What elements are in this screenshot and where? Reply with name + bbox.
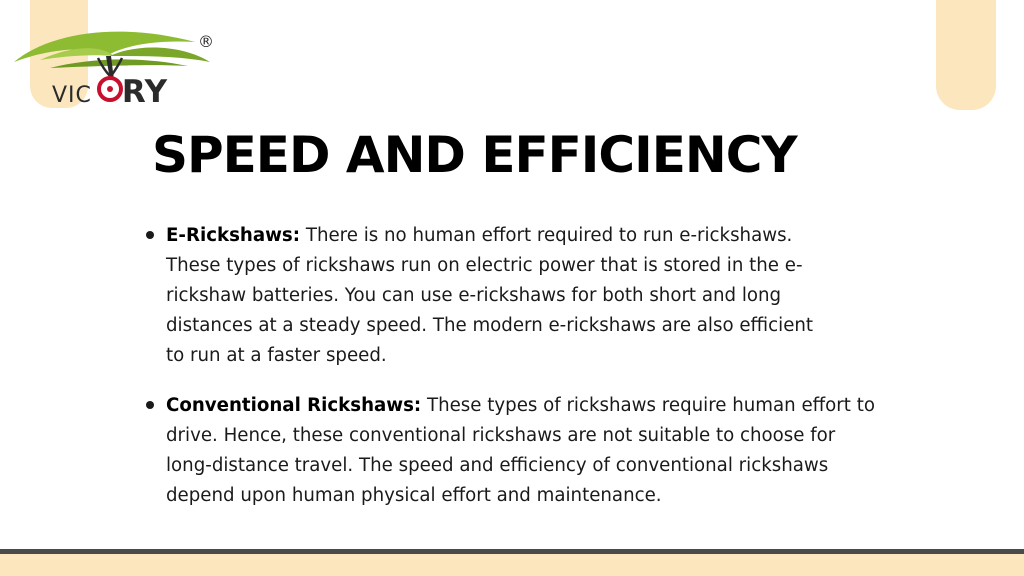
bullet-text: There is no human effort required to run e-rickshaws. [300, 225, 793, 246]
bottom-band [0, 554, 1024, 576]
bullet-term: E-Rickshaws: [166, 225, 301, 246]
bullet-list [146, 221, 966, 511]
decorative-tab-right [936, 0, 996, 110]
bullet-item-e-rickshaws [146, 221, 966, 371]
logo-text-suffix: RY [121, 74, 168, 110]
registered-mark: ® [198, 32, 214, 51]
slide-title: SPEED AND EFFICIENCY [152, 126, 797, 184]
bullet-line: long-distance travel. The speed and efficiency of conventional rickshaws [166, 455, 829, 476]
bullet-item-conventional-rickshaws [146, 391, 966, 511]
bullet-line [166, 391, 966, 421]
logo-wordmark [52, 74, 168, 110]
bullet-text: These types of rickshaws require human effort to [421, 395, 875, 416]
bullet-line: distances at a steady speed. The modern e-rickshaws are also efficient [166, 315, 814, 336]
bullet-dot [146, 401, 154, 409]
bullet-term: Conventional Rickshaws: [166, 395, 422, 416]
bullet-line [166, 221, 966, 251]
bullet-line: These types of rickshaws run on electric power that is stored in the e- [166, 255, 803, 276]
bullet-line: depend upon human physical effort and maintenance. [166, 485, 662, 506]
bullet-dot [146, 231, 154, 239]
bullet-line: to run at a faster speed. [166, 345, 387, 366]
logo-text-prefix: VIC [52, 83, 92, 108]
bullet-line: drive. Hence, these conventional rickshaws are not suitable to choose for [166, 425, 836, 446]
bullet-line: rickshaw batteries. You can use e-rickshaws for both short and long [166, 285, 782, 306]
victory-logo [10, 20, 225, 110]
